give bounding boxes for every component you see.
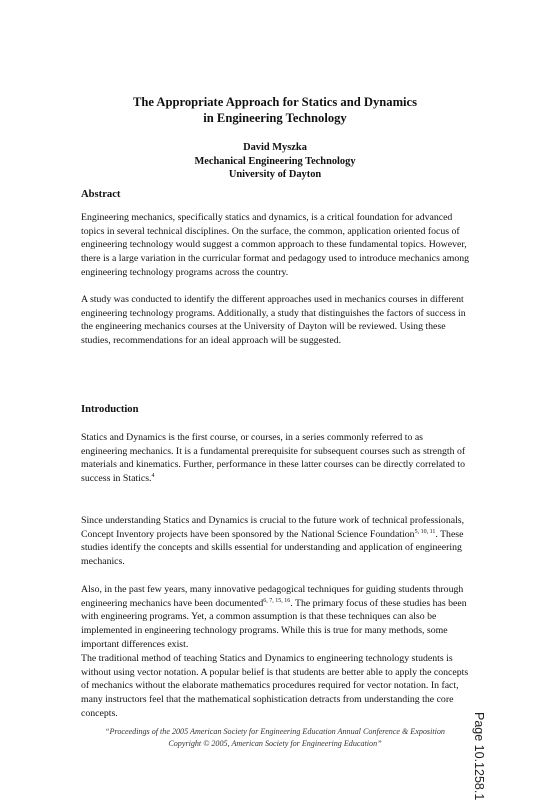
introduction-paragraph-2 [81, 514, 470, 569]
title-line-1: The Appropriate Approach for Statics and Dynamics [132, 95, 418, 109]
title-line-2: in Engineering Technology [203, 110, 347, 125]
citation-ref: 5, 10, 11 [414, 528, 436, 535]
footer-line-1: “Proceedings of the 2005 American Society for Engineering Education Annual Conference & Exposition [105, 727, 445, 736]
page-number-stamp: Page 10.1258.1 [472, 712, 486, 800]
paragraph-text: . The primary focus of these studies has been with engineering programs. Yet, a common assumption is that these techniques can also be implemented in engineering technology programs. While this is true for many methods, some important differences exist. [81, 597, 467, 650]
author-university: University of Dayton [228, 169, 322, 181]
paper-title [0, 95, 550, 126]
abstract-paragraph-2: A study was conducted to identify the different approaches used in mechanics courses in different engineering technology programs. Additionally, a study that distinguishes the factors of success in the engineering mechanics courses at the University of Dayton will be reviewed. Using these studies, recommendations for an ideal approach will be suggested. [81, 294, 466, 347]
paragraph-text: Statics and Dynamics is the first course, or courses, in a series commonly referred to as engineering mechanics. It is a fundamental prerequisite for subsequent courses such as strength of materials and kinematics. Further, performance in these latter courses can be directly correlated to success in Statics. [81, 432, 466, 485]
citation-ref: 4 [151, 473, 155, 480]
introduction-paragraph-3 [81, 583, 470, 652]
introduction-heading: Introduction [81, 404, 139, 415]
introduction-paragraph-4: The traditional method of teaching Statics and Dynamics to engineering technology students is without using vector notation. A popular belief is that students are better able to apply the concepts of mechanics without the elaborate mathematics procedures required for vector notation. In fact, many instructors feel that the mathematical sophistication detracts from understanding the core concepts. [81, 653, 469, 719]
paragraph-text: Also, in the past few years, many innovative pedagogical techniques for guiding students through engineering mechanics have been documented [81, 584, 464, 609]
paragraph-text: Since understanding Statics and Dynamics is crucial to the future work of technical professionals, Concept Inventory projects have been sponsored by the National Science Foundation [81, 515, 465, 540]
citation-ref: 6, 7, 15, 16 [263, 597, 291, 604]
paragraph-text: . These studies identify the concepts and skills essential for understanding and application of engineering mechanics. [81, 528, 464, 568]
introduction-paragraph-1 [81, 431, 470, 486]
author-block [0, 141, 550, 182]
abstract-heading: Abstract [81, 189, 121, 200]
footer-line-2: Copyright © 2005, American Society for Engineering Education” [168, 738, 382, 748]
proceedings-footer [0, 726, 550, 749]
abstract-paragraph-1: Engineering mechanics, specifically statics and dynamics, is a critical foundation for advanced topics in several technical disciplines. On the surface, the common, application oriented focus of engineering technology would suggest a common approach to these fundamental topics. However, there is a large variation in the curricular format and pedagogy used to introduce mechanics among engineering technology programs across the country. [81, 212, 470, 278]
author-department: Mechanical Engineering Technology [194, 155, 356, 167]
author-name: David Myszka [243, 142, 307, 153]
